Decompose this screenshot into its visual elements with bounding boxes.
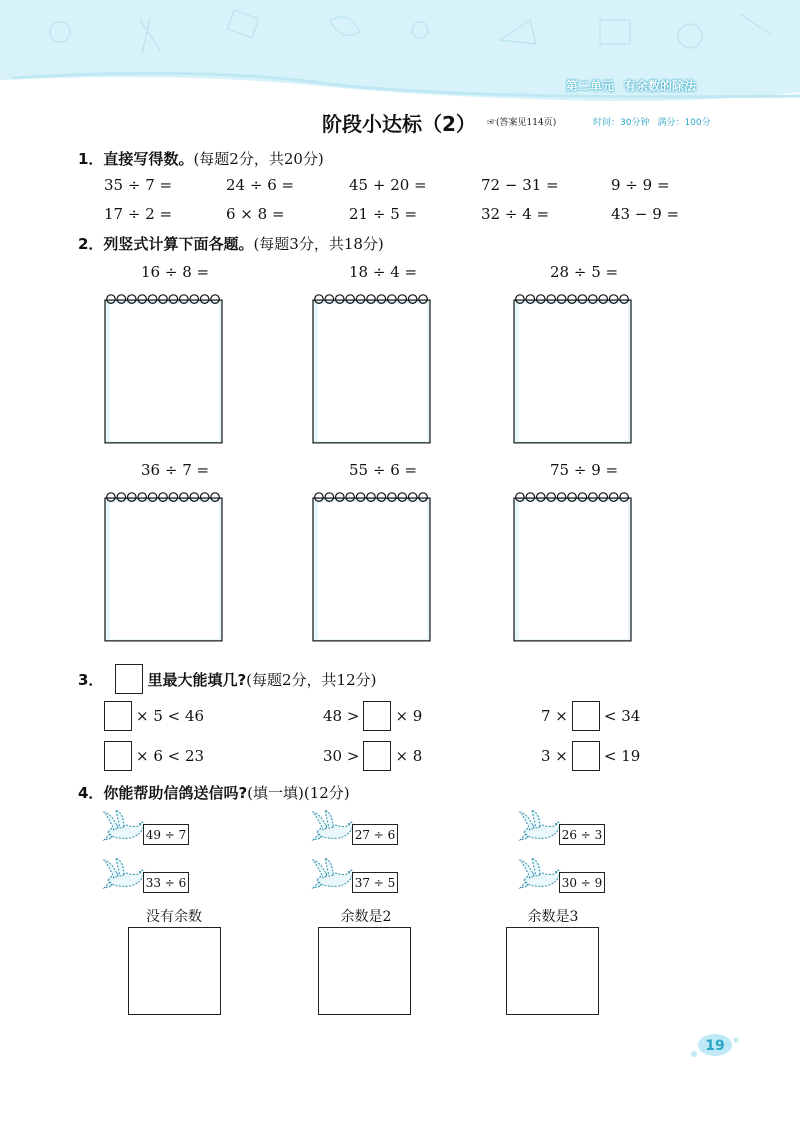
division-problem: 18 ÷ 4 = bbox=[349, 263, 418, 281]
arithmetic-problem: 35 ÷ 7 = bbox=[104, 176, 173, 194]
answer-blank[interactable] bbox=[104, 701, 132, 731]
division-problem: 28 ÷ 5 = bbox=[550, 263, 619, 281]
time-info bbox=[593, 115, 719, 128]
notepad-work-area bbox=[513, 292, 632, 444]
unit-label: 第二单元 bbox=[566, 79, 615, 93]
answer-blank[interactable] bbox=[363, 701, 391, 731]
category-box[interactable] bbox=[506, 927, 599, 1015]
arithmetic-problem: 9 ÷ 9 = bbox=[611, 176, 670, 194]
inequality-left: 30 > bbox=[323, 747, 360, 765]
division-problem: 36 ÷ 7 = bbox=[141, 461, 210, 479]
pigeon-icon bbox=[311, 810, 357, 846]
time-limit: 时间：30分钟 bbox=[593, 118, 650, 128]
section-1-title: 1．直接写得数。 bbox=[78, 150, 194, 168]
inequality-left: 48 > bbox=[323, 707, 360, 725]
inequality bbox=[323, 701, 422, 731]
pigeon-icon bbox=[518, 858, 564, 894]
letter-card[interactable]: 49 ÷ 7 bbox=[143, 824, 189, 845]
inequality-left: 7 × bbox=[541, 707, 568, 725]
pigeon-icon bbox=[102, 810, 148, 846]
category-box[interactable] bbox=[128, 927, 221, 1015]
section-3-heading bbox=[78, 664, 376, 694]
arithmetic-problem: 72 − 31 = bbox=[481, 176, 559, 194]
division-problem: 55 ÷ 6 = bbox=[349, 461, 418, 479]
inequality-right: × 5 < 46 bbox=[136, 707, 205, 725]
answer-reference: ☞(答案见114页) bbox=[487, 118, 557, 128]
notepad-work-area bbox=[513, 490, 632, 642]
letter-card[interactable]: 26 ÷ 3 bbox=[559, 824, 605, 845]
page-title: 阶段小达标（2） bbox=[322, 112, 476, 136]
arithmetic-problem: 43 − 9 = bbox=[611, 205, 680, 223]
arithmetic-problem: 17 ÷ 2 = bbox=[104, 205, 173, 223]
letter-card[interactable]: 27 ÷ 6 bbox=[352, 824, 398, 845]
section-1-heading bbox=[78, 148, 324, 169]
answer-blank[interactable] bbox=[104, 741, 132, 771]
section-4-title: 4．你能帮助信鸽送信吗? bbox=[78, 784, 248, 802]
inequality-right: × 9 bbox=[395, 707, 423, 725]
inequality bbox=[104, 741, 204, 771]
answer-box-icon bbox=[115, 664, 143, 694]
header-banner bbox=[0, 0, 800, 118]
division-problem: 16 ÷ 8 = bbox=[141, 263, 210, 281]
inequality-right: × 8 bbox=[395, 747, 423, 765]
inequality-right: × 6 < 23 bbox=[136, 747, 205, 765]
arithmetic-problem: 32 ÷ 4 = bbox=[481, 205, 550, 223]
inequality bbox=[323, 741, 422, 771]
notepad-work-area bbox=[104, 490, 223, 642]
letter-card[interactable]: 33 ÷ 6 bbox=[143, 872, 189, 893]
pigeon-icon bbox=[518, 810, 564, 846]
pigeon-icon bbox=[102, 858, 148, 894]
section-1-note: (每题2分，共20分) bbox=[193, 150, 324, 168]
section-2-note: (每题3分，共18分) bbox=[253, 235, 384, 253]
inequality bbox=[541, 741, 640, 771]
category-label: 余数是3 bbox=[527, 909, 579, 925]
section-3-title: 里最大能填几? bbox=[147, 670, 247, 689]
page-number: 19 bbox=[705, 1038, 725, 1054]
section-4-heading bbox=[78, 782, 350, 803]
inequality bbox=[541, 701, 640, 731]
section-3-number: 3． bbox=[78, 670, 104, 689]
section-2-title: 2．列竖式计算下面各题。 bbox=[78, 235, 254, 253]
page-number-badge bbox=[690, 1030, 740, 1060]
answer-blank[interactable] bbox=[572, 701, 600, 731]
unit-tag bbox=[566, 77, 696, 94]
pigeon-icon bbox=[311, 858, 357, 894]
unit-topic: 有余数的除法 bbox=[624, 79, 697, 93]
inequality bbox=[104, 701, 204, 731]
full-score: 满分：100分 bbox=[657, 118, 711, 128]
notepad-work-area bbox=[312, 292, 431, 444]
inequality-right: < 34 bbox=[603, 707, 641, 725]
arithmetic-problem: 21 ÷ 5 = bbox=[349, 205, 418, 223]
section-3-note: (每题2分，共12分) bbox=[246, 670, 377, 689]
category-label: 没有余数 bbox=[146, 909, 202, 925]
category-label: 余数是2 bbox=[340, 909, 392, 925]
division-problem: 75 ÷ 9 = bbox=[550, 461, 619, 479]
arithmetic-problem: 6 × 8 = bbox=[226, 205, 285, 223]
arithmetic-problem: 24 ÷ 6 = bbox=[226, 176, 295, 194]
answer-blank[interactable] bbox=[572, 741, 600, 771]
letter-card[interactable]: 37 ÷ 5 bbox=[352, 872, 398, 893]
arithmetic-problem: 45 + 20 = bbox=[349, 176, 427, 194]
section-2-heading bbox=[78, 233, 384, 254]
notepad-work-area bbox=[312, 490, 431, 642]
section-4-note: (填一填)(12分) bbox=[247, 784, 350, 802]
inequality-left: 3 × bbox=[541, 747, 568, 765]
letter-card[interactable]: 30 ÷ 9 bbox=[559, 872, 605, 893]
notepad-work-area bbox=[104, 292, 223, 444]
category-box[interactable] bbox=[318, 927, 411, 1015]
inequality-right: < 19 bbox=[603, 747, 641, 765]
answer-blank[interactable] bbox=[363, 741, 391, 771]
